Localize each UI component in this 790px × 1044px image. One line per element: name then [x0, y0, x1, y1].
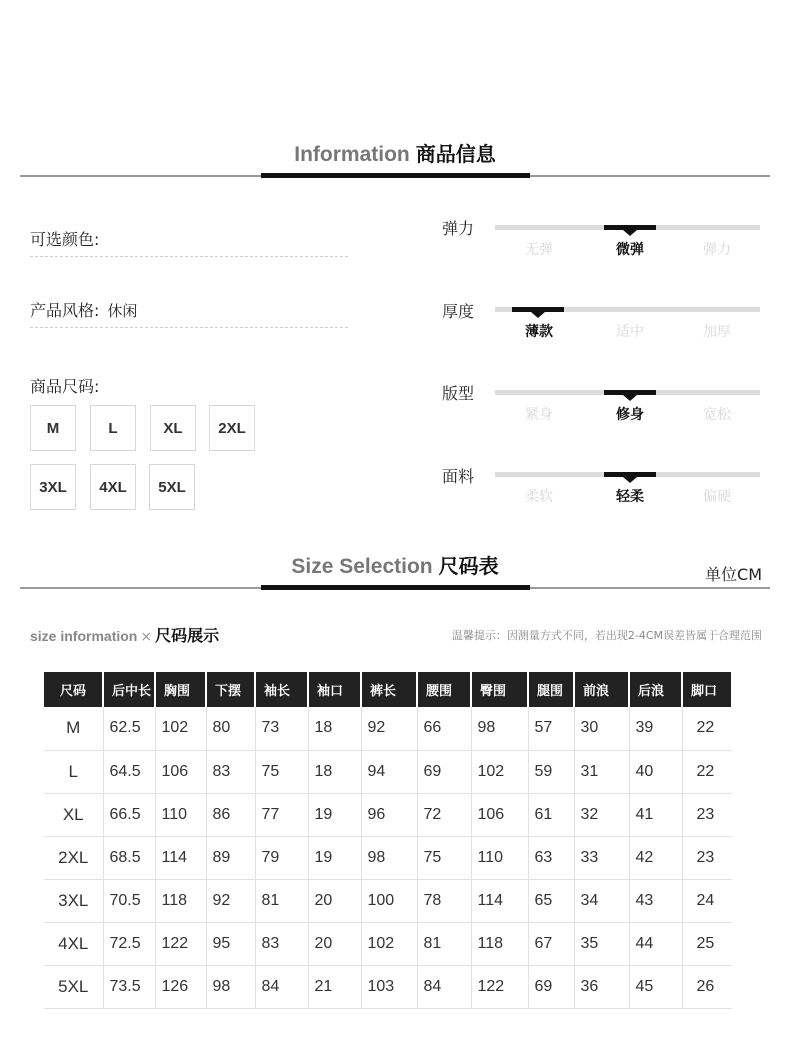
table-cell: 80 [206, 707, 255, 750]
table-cell: 19 [308, 793, 361, 836]
column-header-size: 尺码 [44, 672, 103, 707]
scale-indicator [604, 225, 656, 230]
table-cell: 103 [361, 965, 417, 1008]
scale-indicator [512, 307, 564, 312]
column-header: 袖口 [308, 672, 361, 707]
column-header: 后浪 [629, 672, 682, 707]
table-cell: 122 [471, 965, 528, 1008]
table-row [44, 793, 732, 836]
scale-option: 柔软 [525, 489, 553, 505]
table-cell: 79 [255, 836, 308, 879]
column-header: 胸围 [155, 672, 206, 707]
style-value: 休闲 [107, 302, 138, 320]
table-cell: 42 [629, 836, 682, 879]
table-cell: 77 [255, 793, 308, 836]
table-cell: 81 [255, 879, 308, 922]
table-cell: 40 [629, 750, 682, 793]
table-cell: 106 [155, 750, 206, 793]
column-header: 臀围 [471, 672, 528, 707]
style-row [30, 298, 137, 321]
size-selection-header-zh: 尺码表 [438, 554, 499, 578]
table-row [44, 879, 732, 922]
table-cell: 36 [574, 965, 629, 1008]
table-cell: 33 [574, 836, 629, 879]
column-header: 袖长 [255, 672, 308, 707]
column-header: 下摆 [206, 672, 255, 707]
table-cell: 75 [417, 836, 471, 879]
table-cell-size: 3XL [44, 879, 103, 922]
size-selection-header-en: Size Selection [291, 555, 433, 578]
table-cell: 114 [471, 879, 528, 922]
measurement-tip: 温馨提示：因测量方式不同，若出现2-4CM误差皆属于合理范围 [451, 629, 762, 642]
table-cell: 68.5 [103, 836, 155, 879]
table-row [44, 750, 732, 793]
information-header [0, 138, 790, 167]
table-row [44, 836, 732, 879]
size-label: 商品尺码: [30, 377, 100, 396]
scale-option-selected: 微弹 [616, 242, 644, 258]
information-header-zh: 商品信息 [415, 142, 496, 166]
table-cell: 86 [206, 793, 255, 836]
size-option-m[interactable]: M [30, 405, 76, 451]
table-cell: 21 [308, 965, 361, 1008]
scale-option-selected: 修身 [616, 407, 644, 423]
table-cell: 98 [206, 965, 255, 1008]
style-label: 产品风格: [30, 301, 100, 320]
table-cell: 20 [308, 922, 361, 965]
size-table-body [44, 707, 732, 1008]
table-cell: 23 [682, 793, 732, 836]
dotted-divider [30, 256, 348, 257]
table-cell: 67 [528, 922, 574, 965]
size-option-3xl[interactable]: 3XL [30, 464, 76, 510]
scale-option: 偏硬 [703, 489, 731, 505]
size-information-title [30, 623, 219, 646]
scale-label: 厚度 [442, 302, 475, 321]
table-cell: 92 [361, 707, 417, 750]
table-cell: 31 [574, 750, 629, 793]
table-cell: 126 [155, 965, 206, 1008]
table-cell: 41 [629, 793, 682, 836]
table-cell: 78 [417, 879, 471, 922]
table-cell: 102 [471, 750, 528, 793]
table-header-row [44, 672, 732, 707]
scale-option-selected: 薄款 [525, 324, 553, 340]
table-cell: 102 [361, 922, 417, 965]
size-information-en: size information [30, 628, 138, 644]
table-cell: 18 [308, 750, 361, 793]
scale-option-selected: 轻柔 [616, 489, 644, 505]
unit-label: 单位CM [705, 565, 762, 584]
table-cell: 22 [682, 707, 732, 750]
table-cell: 66 [417, 707, 471, 750]
table-row [44, 707, 732, 750]
table-cell: 72.5 [103, 922, 155, 965]
table-cell: 83 [206, 750, 255, 793]
table-cell: 106 [471, 793, 528, 836]
table-cell: 65 [528, 879, 574, 922]
scale-option: 适中 [616, 324, 644, 340]
table-cell-size: M [44, 707, 103, 750]
color-label: 可选颜色: [30, 230, 100, 249]
table-cell: 43 [629, 879, 682, 922]
table-cell: 102 [155, 707, 206, 750]
size-option-4xl[interactable]: 4XL [90, 464, 136, 510]
table-cell-size: XL [44, 793, 103, 836]
table-cell: 96 [361, 793, 417, 836]
table-cell: 19 [308, 836, 361, 879]
table-cell: 95 [206, 922, 255, 965]
table-cell: 35 [574, 922, 629, 965]
table-cell: 98 [361, 836, 417, 879]
scale-label: 版型 [442, 384, 475, 403]
size-option-l[interactable]: L [90, 405, 136, 451]
table-cell: 24 [682, 879, 732, 922]
table-cell: 61 [528, 793, 574, 836]
scale-option: 加厚 [703, 324, 731, 340]
table-cell: 66.5 [103, 793, 155, 836]
table-cell: 110 [471, 836, 528, 879]
table-cell: 70.5 [103, 879, 155, 922]
size-divider-accent [261, 585, 530, 590]
table-cell: 23 [682, 836, 732, 879]
size-information-zh: 尺码展示 [155, 626, 220, 645]
column-header: 腿围 [528, 672, 574, 707]
table-cell: 92 [206, 879, 255, 922]
scale-option: 无弹 [525, 242, 553, 258]
information-header-en: Information [294, 143, 410, 166]
table-cell: 62.5 [103, 707, 155, 750]
table-cell: 110 [155, 793, 206, 836]
table-cell: 44 [629, 922, 682, 965]
table-cell: 69 [528, 965, 574, 1008]
table-cell: 39 [629, 707, 682, 750]
size-selection-header [0, 550, 790, 579]
size-option-5xl[interactable]: 5XL [149, 464, 195, 510]
column-header: 裤长 [361, 672, 417, 707]
column-header: 脚口 [682, 672, 732, 707]
table-cell-size: 5XL [44, 965, 103, 1008]
table-cell: 72 [417, 793, 471, 836]
size-table [44, 672, 733, 1009]
table-cell: 122 [155, 922, 206, 965]
table-cell: 18 [308, 707, 361, 750]
table-cell-size: L [44, 750, 103, 793]
table-row [44, 965, 732, 1008]
table-cell: 89 [206, 836, 255, 879]
table-cell-size: 4XL [44, 922, 103, 965]
table-cell: 98 [471, 707, 528, 750]
information-divider-accent [261, 173, 530, 178]
table-cell: 59 [528, 750, 574, 793]
table-cell: 64.5 [103, 750, 155, 793]
table-cell: 69 [417, 750, 471, 793]
table-cell: 20 [308, 879, 361, 922]
table-cell-size: 2XL [44, 836, 103, 879]
size-information-sep: × [140, 629, 153, 645]
column-header: 后中长 [103, 672, 155, 707]
dotted-divider [30, 327, 348, 328]
scale-indicator [604, 390, 656, 395]
table-cell: 114 [155, 836, 206, 879]
table-row [44, 922, 732, 965]
table-cell: 73.5 [103, 965, 155, 1008]
table-cell: 75 [255, 750, 308, 793]
table-cell: 81 [417, 922, 471, 965]
table-cell: 30 [574, 707, 629, 750]
scale-option: 弹力 [703, 242, 731, 258]
table-cell: 34 [574, 879, 629, 922]
size-option-xl[interactable]: XL [150, 405, 196, 451]
scale-option: 宽松 [703, 407, 731, 423]
table-cell: 83 [255, 922, 308, 965]
table-cell: 25 [682, 922, 732, 965]
column-header: 腰围 [417, 672, 471, 707]
table-cell: 26 [682, 965, 732, 1008]
scale-label: 面料 [442, 467, 475, 486]
scale-option: 紧身 [525, 407, 553, 423]
table-cell: 45 [629, 965, 682, 1008]
table-cell: 118 [471, 922, 528, 965]
table-cell: 118 [155, 879, 206, 922]
scale-indicator [604, 472, 656, 477]
size-option-2xl[interactable]: 2XL [209, 405, 255, 451]
table-cell: 84 [417, 965, 471, 1008]
table-cell: 100 [361, 879, 417, 922]
scale-label: 弹力 [442, 219, 475, 238]
table-cell: 94 [361, 750, 417, 793]
table-cell: 73 [255, 707, 308, 750]
table-cell: 84 [255, 965, 308, 1008]
table-cell: 22 [682, 750, 732, 793]
table-cell: 57 [528, 707, 574, 750]
table-cell: 63 [528, 836, 574, 879]
table-cell: 32 [574, 793, 629, 836]
column-header: 前浪 [574, 672, 629, 707]
